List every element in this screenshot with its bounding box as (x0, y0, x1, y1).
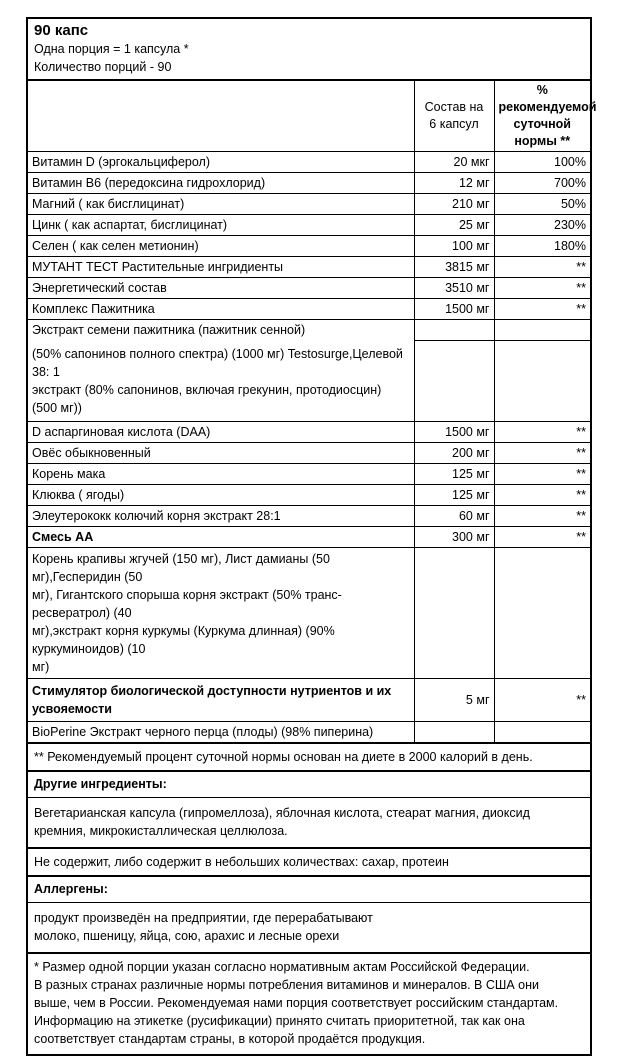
text-line: соответствует стандартам страны, в которой продаётся продукция. (34, 1032, 426, 1046)
ingredient-dv (494, 548, 590, 679)
text-line: выше, чем в России. Рекомендуемая нами порция соответствует российским стандартам. (34, 996, 559, 1010)
table-row (28, 278, 590, 299)
table-row (28, 506, 590, 527)
ingredient-name: Витамин D (эргокальциферол) (28, 152, 414, 173)
table-row (28, 215, 590, 236)
ingredient-name: Смесь АА (28, 527, 414, 548)
dv-header-line: нормы ** (514, 134, 571, 148)
ingredient-amount (414, 548, 494, 679)
ingredient-amount: 125 мг (414, 485, 494, 506)
ingredient-name: Экстракт семени пажитника (пажитник сенной) (28, 320, 414, 341)
ingredient-dv: ** (494, 506, 590, 527)
ingredient-amount: 125 мг (414, 464, 494, 485)
contains-note: Не содержит, либо содержит в небольших количествах: сахар, протеин (28, 847, 590, 875)
table-row (28, 320, 590, 341)
ingredient-name: Магний ( как бисглицинат) (28, 194, 414, 215)
table-row (28, 548, 590, 679)
ingredient-amount: 3510 мг (414, 278, 494, 299)
ingredient-name (28, 679, 414, 722)
ingredient-amount: 300 мг (414, 527, 494, 548)
ingredient-dv: 50% (494, 194, 590, 215)
header-empty-cell (28, 81, 414, 152)
amount-header-line: Состав на (424, 100, 484, 114)
dv-header-line: суточной (513, 117, 571, 131)
description-line: мг), Гигантского спорыша корня экстракт (50% транс-ресвератрол) (40 (32, 588, 342, 620)
ingredient-description (28, 340, 414, 422)
description-line: экстракт (80% сапонинов, включая грекунин, протодиосцин) (500 мг)) (32, 383, 382, 415)
description-line: мг) (32, 660, 50, 674)
table-row (28, 236, 590, 257)
table-header-row (28, 81, 590, 152)
ingredient-name: Овёс обыкновенный (28, 443, 414, 464)
description-line: Корень крапивы жгучей (150 мг), Лист дамианы (50 мг),Гесперидин (50 (32, 552, 330, 584)
allergens-text (28, 902, 590, 952)
table-row (28, 257, 590, 278)
ingredient-name: Комплекс Пажитника (28, 299, 414, 320)
dv-column-header (494, 81, 597, 152)
ingredient-amount: 3815 мг (414, 257, 494, 278)
ingredient-amount: 25 мг (414, 215, 494, 236)
ingredient-amount (414, 320, 494, 341)
ingredient-name: Цинк ( как аспартат, бисглицинат) (28, 215, 414, 236)
ingredient-name: Элеутерококк колючий корня экстракт 28:1 (28, 506, 414, 527)
servings-count: Количество порций - 90 (34, 60, 172, 74)
ingredient-description (28, 548, 414, 679)
serving-footnote (28, 952, 590, 1054)
ingredient-dv: 230% (494, 215, 590, 236)
ingredient-dv: ** (494, 527, 590, 548)
ingredient-dv (494, 722, 590, 743)
serving-size: Одна порция = 1 капсула * (34, 42, 189, 56)
table-row (28, 464, 590, 485)
ingredient-name: Селен ( как селен метионин) (28, 236, 414, 257)
ingredient-dv (494, 320, 590, 341)
label-header (28, 19, 590, 79)
ingredient-amount: 60 мг (414, 506, 494, 527)
table-row (28, 485, 590, 506)
ingredient-amount: 200 мг (414, 443, 494, 464)
table-row (28, 194, 590, 215)
package-size: 90 капс (34, 22, 89, 39)
amount-column-header (414, 81, 494, 152)
text-line: Информацию на этикетке (русификации) принято считать приоритетной, так как она (34, 1014, 525, 1028)
ingredient-amount: 20 мкг (414, 152, 494, 173)
ingredient-dv: 100% (494, 152, 590, 173)
text-line: кремния, микрокисталлическая целлюлоза. (34, 824, 288, 838)
ingredient-dv: ** (494, 257, 590, 278)
ingredient-dv: 180% (494, 236, 590, 257)
ingredient-dv: ** (494, 422, 590, 443)
ingredient-dv: ** (494, 278, 590, 299)
table-row (28, 722, 590, 743)
ingredient-dv: ** (494, 464, 590, 485)
amount-header-line: 6 капсул (429, 117, 479, 131)
dv-footnote: ** Рекомендуемый процент суточной нормы основан на диете в 2000 калорий в день. (28, 742, 590, 770)
ingredient-dv (494, 340, 590, 422)
name-line: усвояемости (32, 702, 112, 716)
ingredient-dv: ** (494, 443, 590, 464)
ingredient-amount (414, 340, 494, 422)
ingredient-amount: 100 мг (414, 236, 494, 257)
text-line: продукт произведён на предприятии, где перерабатывают (34, 911, 373, 925)
ingredient-amount: 1500 мг (414, 422, 494, 443)
text-line: В разных странах различные нормы потребления витаминов и минералов. В США они (34, 978, 539, 992)
text-line: Вегетарианская капсула (гипромеллоза), яблочная кислота, стеарат магния, диоксид (34, 806, 530, 820)
ingredient-amount (414, 722, 494, 743)
table-row (28, 527, 590, 548)
table-row (28, 679, 590, 722)
other-ingredients-title: Другие ингредиенты: (28, 770, 590, 797)
table-row (28, 443, 590, 464)
ingredient-name: BioPerine Экстракт черного перца (плоды) (98% пиперина) (28, 722, 414, 743)
ingredient-name: Клюква ( ягоды) (28, 485, 414, 506)
description-line: (50% сапонинов полного спектра) (1000 мг) Testosurge,Целевой 38: 1 (32, 347, 403, 379)
allergens-title: Аллергены: (28, 875, 590, 902)
nutrient-table-block (28, 79, 597, 742)
name-line: Стимулятор биологической доступности нутриентов и их (32, 684, 392, 698)
ingredient-dv: ** (494, 679, 590, 722)
dv-header-line: рекомендуемой (498, 100, 597, 114)
table-row (28, 299, 590, 320)
text-line: молоко, пшеницу, яйца, сою, арахис и лесные орехи (34, 929, 340, 943)
ingredient-amount: 12 мг (414, 173, 494, 194)
table-row (28, 152, 590, 173)
supplement-facts-panel (26, 17, 597, 1056)
description-line: мг),экстракт корня куркумы (Куркума длинная) (90% куркуминоидов) (10 (32, 624, 335, 656)
ingredient-amount: 1500 мг (414, 299, 494, 320)
table-row (28, 340, 590, 422)
ingredient-name: D аспаргиновая кислота (DAA) (28, 422, 414, 443)
table-row (28, 422, 590, 443)
ingredient-dv: ** (494, 299, 590, 320)
ingredient-name: Энергетический состав (28, 278, 414, 299)
nutrient-table (28, 81, 597, 742)
ingredient-name: Корень мака (28, 464, 414, 485)
table-row (28, 173, 590, 194)
text-line: * Размер одной порции указан согласно нормативным актам Российской Федерации. (34, 960, 530, 974)
ingredient-dv: 700% (494, 173, 590, 194)
ingredient-dv: ** (494, 485, 590, 506)
ingredient-name: МУТАНТ ТЕСТ Растительные ингридиенты (28, 257, 414, 278)
other-ingredients-text (28, 797, 590, 847)
ingredient-amount: 5 мг (414, 679, 494, 722)
ingredient-name: Витамин В6 (передоксина гидрохлорид) (28, 173, 414, 194)
ingredient-amount: 210 мг (414, 194, 494, 215)
dv-header-line: % (536, 83, 548, 97)
